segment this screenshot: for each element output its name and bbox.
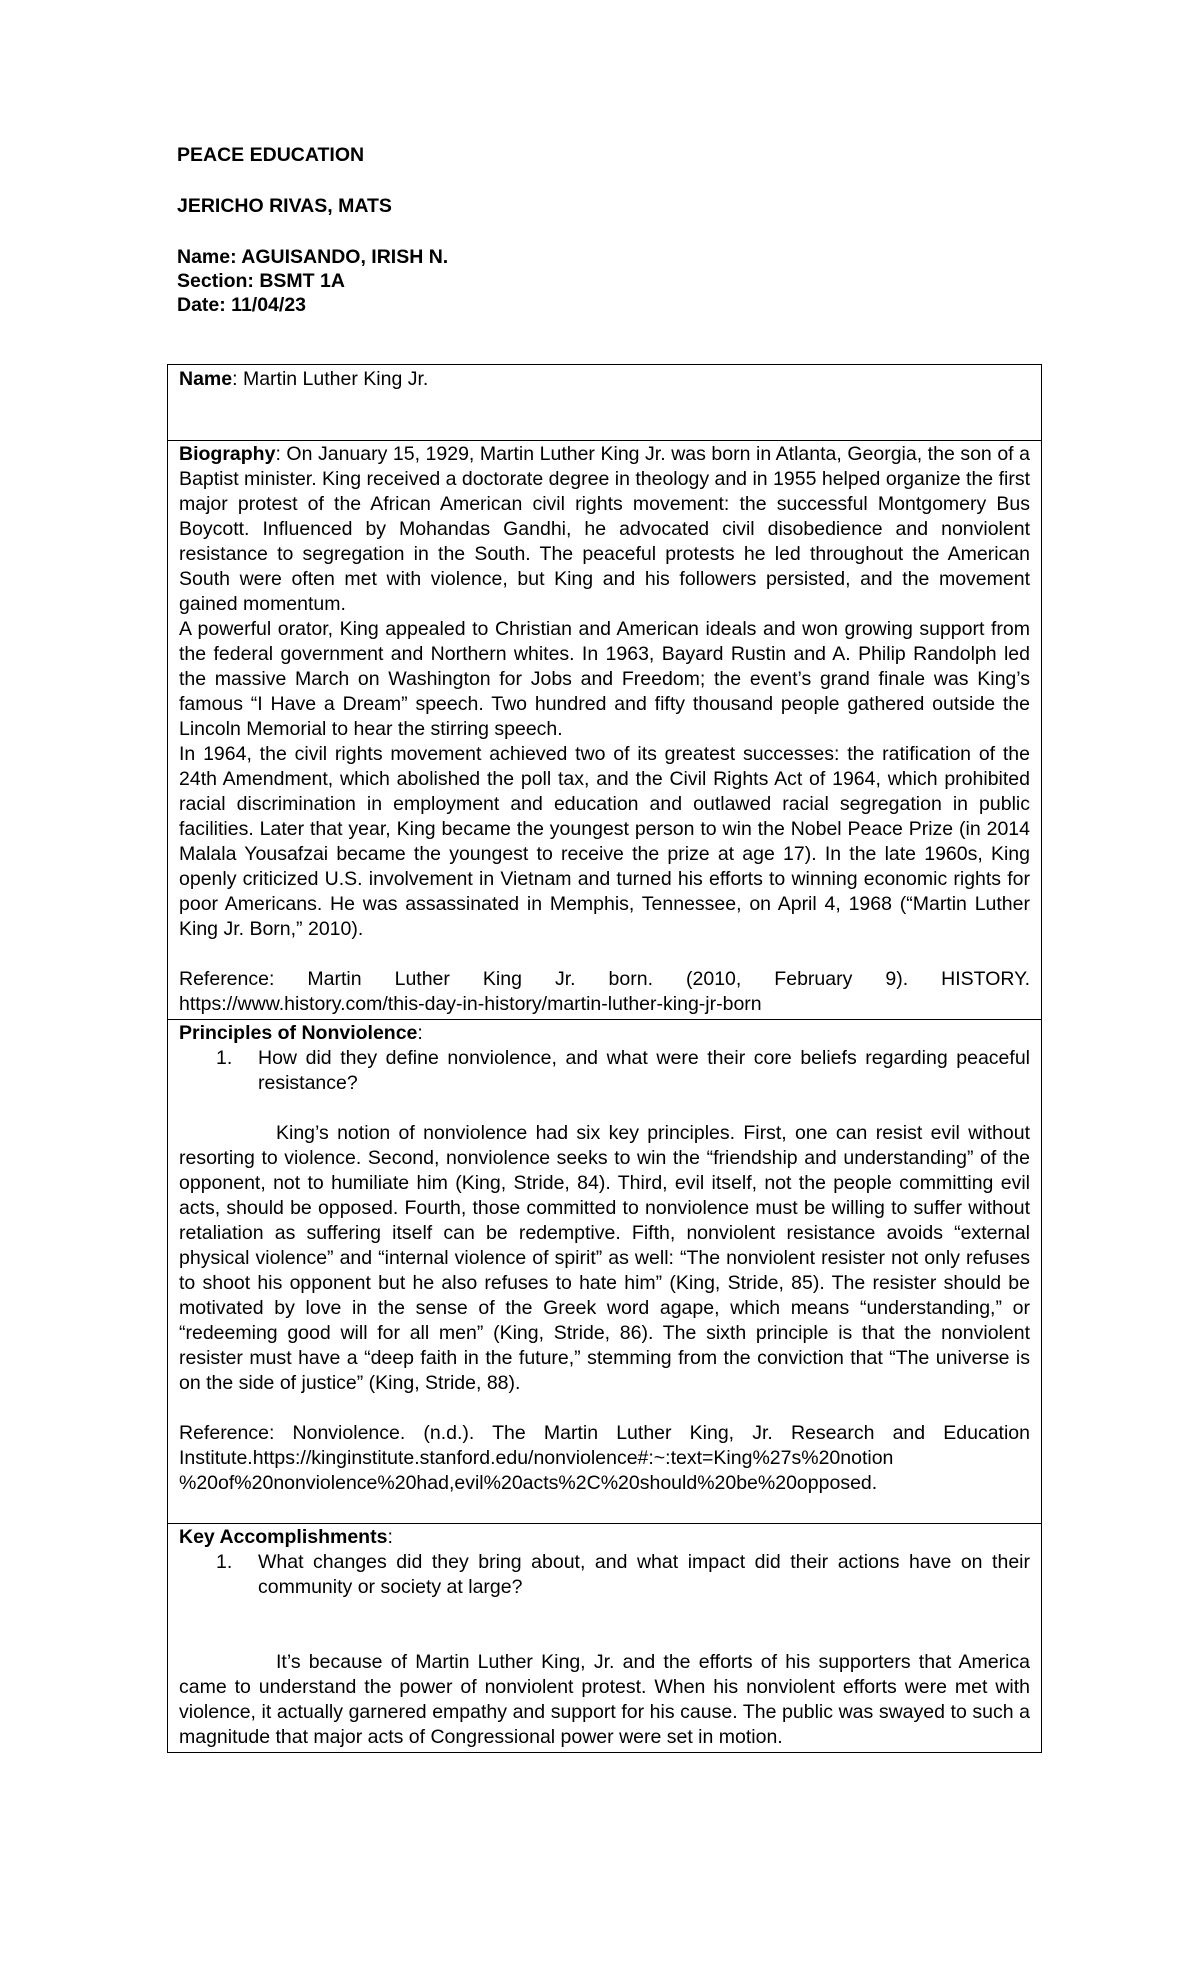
biography-paragraph-1 — [179, 442, 1030, 617]
worksheet-table — [167, 364, 1042, 1753]
document-header — [177, 143, 448, 317]
biography-label: Biography — [179, 443, 276, 465]
accomplishments-label: Key Accomplishments — [179, 1526, 388, 1548]
name-value: : Martin Luther King Jr. — [232, 368, 429, 390]
student-name: Name: AGUISANDO, IRISH N. — [177, 246, 449, 268]
principles-reference-line-1: Reference: Nonviolence. (n.d.). The Martin Luther King, Jr. Research and Education — [179, 1422, 1030, 1444]
course-title: PEACE EDUCATION — [177, 144, 365, 166]
principles-answer: King’s notion of nonviolence had six key principles. First, one can resist evil without resorting to violence. Second, nonviolence seeks to win the “friendship and understanding” of the opponent, not to humiliate him (King, Stride, 84). Third, evil itself, not the people committing evil acts, should be opposed. Fourth, those committed to nonviolence must be willing to suffer without retaliation as suffering itself can be redemptive. Fifth, nonviolent resistance avoids “external physical violence” and “internal violence of spirit” as well: “The nonviolent resister not only refuses to shoot his opponent but he also refuses to hate him” (King, Stride, 85). The resister should be motivated by love in the sense of the Greek word agape, which means “understanding,” or “redeeming good will for all men” (King, Stride, 86). The sixth principle is that the nonviolent resister must have a “deep faith in the future,” stemming from the conviction that “The universe is on the side of justice” (King, Stride, 88). — [179, 1122, 1030, 1394]
biography-paragraph-3: In 1964, the civil rights movement achieved two of its greatest successes: the ratification of the 24th Amendment, which abolished the poll tax, and the Civil Rights Act of 1964, which prohibited racial discrimination in employment and education and outlawed racial segregation in public facilities. Later that year, King became the youngest person to win the Nobel Peace Prize (in 2014 Malala Yousafzai became the youngest to receive the prize at age 17). In the late 1960s, King openly criticized U.S. involvement in Vietnam and turned his efforts to winning economic rights for poor Americans. He was assassinated in Memphis, Tennessee, on April 4, 1968 (“Martin Luther King Jr. Born,” 2010). — [179, 743, 1030, 940]
biography-row — [168, 441, 1041, 1020]
principles-question — [179, 1046, 1030, 1096]
accomplishments-row — [168, 1524, 1041, 1752]
principles-question-number: 1. — [216, 1047, 233, 1069]
name-row — [168, 365, 1041, 441]
principles-row — [168, 1020, 1041, 1524]
accomplishments-answer: It’s because of Martin Luther King, Jr. and the efforts of his supporters that America came to understand the power of nonviolent protest. When his nonviolent efforts were met with violence, it actually garnered empathy and support for his cause. The public was swayed to such a magnitude that major acts of Congressional power were set in motion. — [179, 1651, 1030, 1748]
biography-reference-line-1: Reference: Martin Luther King Jr. born. (2010, February 9). HISTORY. — [179, 968, 1030, 990]
accomplishments-question-number: 1. — [216, 1551, 233, 1573]
biography-paragraph-2: A powerful orator, King appealed to Christian and American ideals and won growing support from the federal government and Northern whites. In 1963, Bayard Rustin and A. Philip Randolph led the massive March on Washington for Jobs and Freedom; the event’s grand finale was King’s famous “I Have a Dream” speech. Two hundred and fifty thousand people gathered outside the Lincoln Memorial to hear the stirring speech. — [179, 618, 1030, 740]
biography-reference-url: https://www.history.com/this-day-in-history/martin-luther-king-jr-born — [179, 993, 762, 1015]
principles-reference-line-3: %20of%20nonviolence%20had,evil%20acts%2C%20should%20be%20opposed. — [179, 1472, 878, 1494]
student-section: Section: BSMT 1A — [177, 270, 345, 292]
biography-text-1: : On January 15, 1929, Martin Luther King Jr. was born in Atlanta, Georgia, the son of a Baptist minister. King received a doctorate degree in theology and in 1955 helped organize the first major protest of the African American civil rights movement: the successful Montgomery Bus Boycott. Influenced by Mohandas Gandhi, he advocated civil disobedience and nonviolent resistance to segregation in the South. The peaceful protests he led throughout the American South were often met with violence, but King and his followers persisted, and the movement gained momentum. — [179, 443, 1030, 615]
principles-reference-line-2: Institute.https://kinginstitute.stanford.edu/nonviolence#:~:text=King%27s%20notion — [179, 1447, 894, 1469]
submission-date: Date: 11/04/23 — [177, 294, 307, 316]
principles-question-text: How did they define nonviolence, and what were their core beliefs regarding peaceful resistance? — [258, 1047, 1030, 1094]
instructor-name: JERICHO RIVAS, MATS — [177, 195, 392, 217]
accomplishments-question-text: What changes did they bring about, and what impact did their actions have on their community or society at large? — [258, 1551, 1030, 1598]
accomplishments-question — [179, 1550, 1030, 1600]
principles-heading: Principles of Nonviolence: — [179, 1022, 423, 1044]
principles-label: Principles of Nonviolence — [179, 1022, 418, 1044]
name-label: Name — [179, 368, 233, 390]
accomplishments-heading: Key Accomplishments: — [179, 1526, 393, 1548]
